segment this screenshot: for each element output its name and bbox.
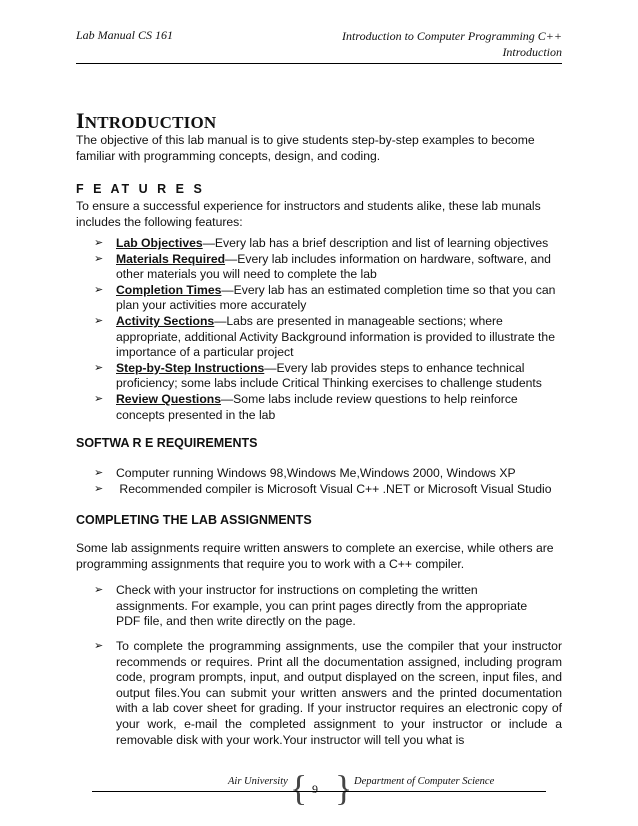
header-rule — [76, 63, 562, 64]
arrow-bullet-icon: ➢ — [94, 314, 104, 327]
header-course-title: Introduction to Computer Programming C++ — [342, 29, 562, 43]
arrow-bullet-icon: ➢ — [94, 467, 104, 479]
page-number: 9 — [312, 782, 318, 796]
software-heading: SOFTWA R E REQUIREMENTS — [76, 436, 258, 450]
completing-item-text: Check with your instructor for instructions on completing the written assignments. For example, you can print pages directly from the appropriate PDF file, and then write directly on the page. — [116, 583, 528, 629]
software-list — [94, 466, 574, 497]
heading-rest: NTRODUCTION — [84, 113, 217, 132]
completing-list-2 — [94, 639, 562, 748]
features-paragraph: To ensure a successful experience for instructors and students alike, these lab munals includes the following features: — [76, 199, 541, 229]
software-item-text: Recommended compiler is Microsoft Visual C++ .NET or Microsoft Visual Studio — [116, 481, 552, 496]
footer-rule — [92, 791, 546, 792]
intro-paragraph: The objective of this lab manual is to give students step-by-step examples to become familiar with programming concepts, design, and coding. — [76, 133, 535, 163]
feature-text: —Labs are presented in manageable sections; where appropriate, additional Activity Background information is provided to illustrate the importance of a particular project — [116, 313, 555, 360]
feature-term: Materials Required — [116, 251, 226, 266]
arrow-bullet-icon: ➢ — [94, 361, 104, 374]
list-item — [94, 283, 564, 314]
completing-list-1 — [94, 583, 534, 630]
header-right — [342, 28, 562, 60]
heading-initial: I — [76, 108, 85, 133]
feature-text: —Every lab includes information on hardware, software, and other materials you will need to complete the lab — [116, 251, 551, 282]
feature-term: Completion Times — [116, 282, 222, 297]
feature-text: —Every lab has a brief description and list of learning objectives — [202, 236, 549, 250]
left-brace-decoration: { — [290, 768, 308, 808]
feature-text: —Every lab has an estimated completion time so that you can plan your activities more accurately — [116, 282, 556, 313]
list-item — [94, 252, 564, 283]
arrow-bullet-icon: ➢ — [94, 237, 104, 249]
list-item — [94, 482, 574, 498]
arrow-bullet-icon: ➢ — [94, 252, 104, 265]
completing-item-text: To complete the programming assignments, use the compiler that your instructor recommends or requires. Print all the documentation assigned, including program code, program prompts, input, and output displayed on the screen, input files, and output files.You can submit your written answers and the printed documentation with a lab cover sheet for grading. If your instructor requires an electronic copy of your work, e-mail the completed assignment to your instructor or include a removable disk with your work.Your instructor will tell you what is — [116, 639, 562, 747]
arrow-bullet-icon: ➢ — [94, 640, 104, 652]
feature-term: Review Questions — [116, 391, 221, 406]
list-item — [94, 392, 564, 423]
footer-department: Department of Computer Science — [354, 776, 495, 787]
completing-paragraph: Some lab assignments require written answers to complete an exercise, while others are programming assignments that require you to work with a C++ compiler. — [76, 541, 554, 571]
list-item — [94, 314, 564, 361]
feature-term: Step-by-Step Instructions — [116, 360, 265, 375]
feature-term: Activity Sections — [116, 313, 215, 328]
arrow-bullet-icon: ➢ — [94, 482, 104, 495]
list-item — [94, 466, 574, 482]
feature-text: —Some labs include review questions to help reinforce concepts presented in the lab — [116, 391, 518, 422]
header-left: Lab Manual CS 161 — [76, 28, 174, 42]
arrow-bullet-icon: ➢ — [94, 283, 104, 296]
arrow-bullet-icon: ➢ — [94, 392, 104, 405]
arrow-bullet-icon: ➢ — [94, 584, 104, 596]
introduction-heading — [76, 108, 216, 134]
right-brace-decoration: } — [335, 768, 353, 808]
list-item — [94, 361, 564, 392]
header-section-title: Introduction — [502, 45, 562, 59]
feature-text: —Every lab provides steps to enhance technical proficiency; some labs include Critical Thinking exercises to challenge students — [116, 360, 542, 391]
list-item — [94, 583, 534, 630]
features-heading: F E AT U R E S — [76, 182, 205, 196]
list-item — [94, 639, 562, 748]
software-item-text: Computer running Windows 98,Windows Me,Windows 2000, Windows XP — [116, 466, 516, 480]
list-item — [94, 236, 564, 252]
feature-term: Lab Objectives — [116, 236, 203, 250]
footer-university: Air University — [228, 776, 288, 787]
features-list — [94, 236, 564, 423]
completing-heading: COMPLETING THE LAB ASSIGNMENTS — [76, 513, 312, 527]
